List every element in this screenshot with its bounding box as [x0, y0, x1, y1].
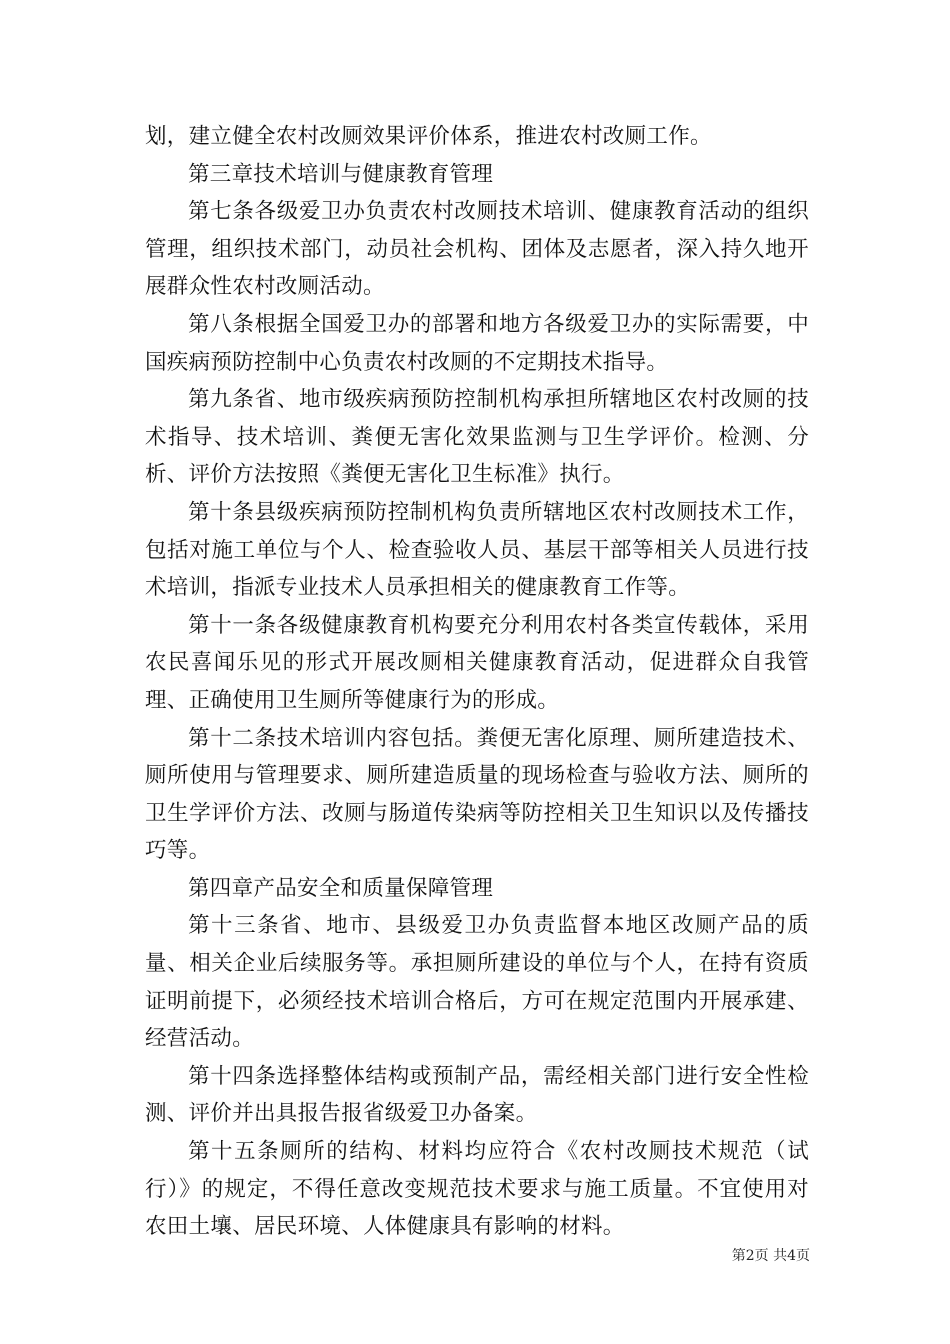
- article-12: 第十二条技术培训内容包括。粪便无害化原理、厕所建造技术、厕所使用与管理要求、厕所建造质量的现场检查与验收方法、厕所的卫生学评价方法、改厕与肠道传染病等防控相关卫生知识以及传播技巧等。: [145, 725, 809, 864]
- article-11: 第十一条各级健康教育机构要充分利用农村各类宣传载体，采用农民喜闻乐见的形式开展改厕相关健康教育活动，促进群众自我管理、正确使用卫生厕所等健康行为的形成。: [145, 612, 809, 713]
- footer-middle: 页 共: [754, 1248, 788, 1264]
- body-text: [145, 118, 809, 1246]
- footer-prefix: 第: [731, 1248, 746, 1264]
- total-pages-number: 4: [787, 1248, 796, 1264]
- chapter-heading-4: 第四章产品安全和质量保障管理: [188, 875, 494, 901]
- current-page-number: 2: [745, 1248, 755, 1264]
- article-15: 第十五条厕所的结构、材料均应符合《农村改厕技术规范（试行）》的规定，不得任意改变规范技术要求与施工质量。不宜使用对农田土壤、居民环境、人体健康具有影响的材料。: [145, 1139, 809, 1240]
- article-13: 第十三条省、地市、县级爱卫办负责监督本地区改厕产品的质量、相关企业后续服务等。承担厕所建设的单位与个人，在持有资质证明前提下，必须经技术培训合格后，方可在规定范围内开展承建、经营活动。: [145, 913, 809, 1052]
- article-10: 第十条县级疾病预防控制机构负责所辖地区农村改厕技术工作，包括对施工单位与个人、检查验收人员、基层干部等相关人员进行技术培训，指派专业技术人员承担相关的健康教育工作等。: [145, 499, 809, 601]
- article-9: 第九条省、地市级疾病预防控制机构承担所辖地区农村改厕的技术指导、技术培训、粪便无害化效果监测与卫生学评价。检测、分析、评价方法按照《粪便无害化卫生标准》执行。: [145, 387, 809, 488]
- paragraph-continuation: 划，建立健全农村改厕效果评价体系，推进农村改厕工作。: [145, 124, 712, 149]
- page-footer: [640, 1246, 810, 1266]
- article-7: 第七条各级爱卫办负责农村改厕技术培训、健康教育活动的组织管理，组织技术部门，动员社会机构、团体及志愿者，深入持久地开展群众性农村改厕活动。: [145, 199, 809, 300]
- footer-suffix: 页: [796, 1248, 810, 1264]
- chapter-heading-3: 第三章技术培训与健康教育管理: [188, 161, 494, 187]
- article-8: 第八条根据全国爱卫办的部署和地方各级爱卫办的实际需要，中国疾病预防控制中心负责农村改厕的不定期技术指导。: [145, 311, 809, 375]
- article-14: 第十四条选择整体结构或预制产品，需经相关部门进行安全性检测、评价并出具报告报省级爱卫办备案。: [145, 1063, 809, 1127]
